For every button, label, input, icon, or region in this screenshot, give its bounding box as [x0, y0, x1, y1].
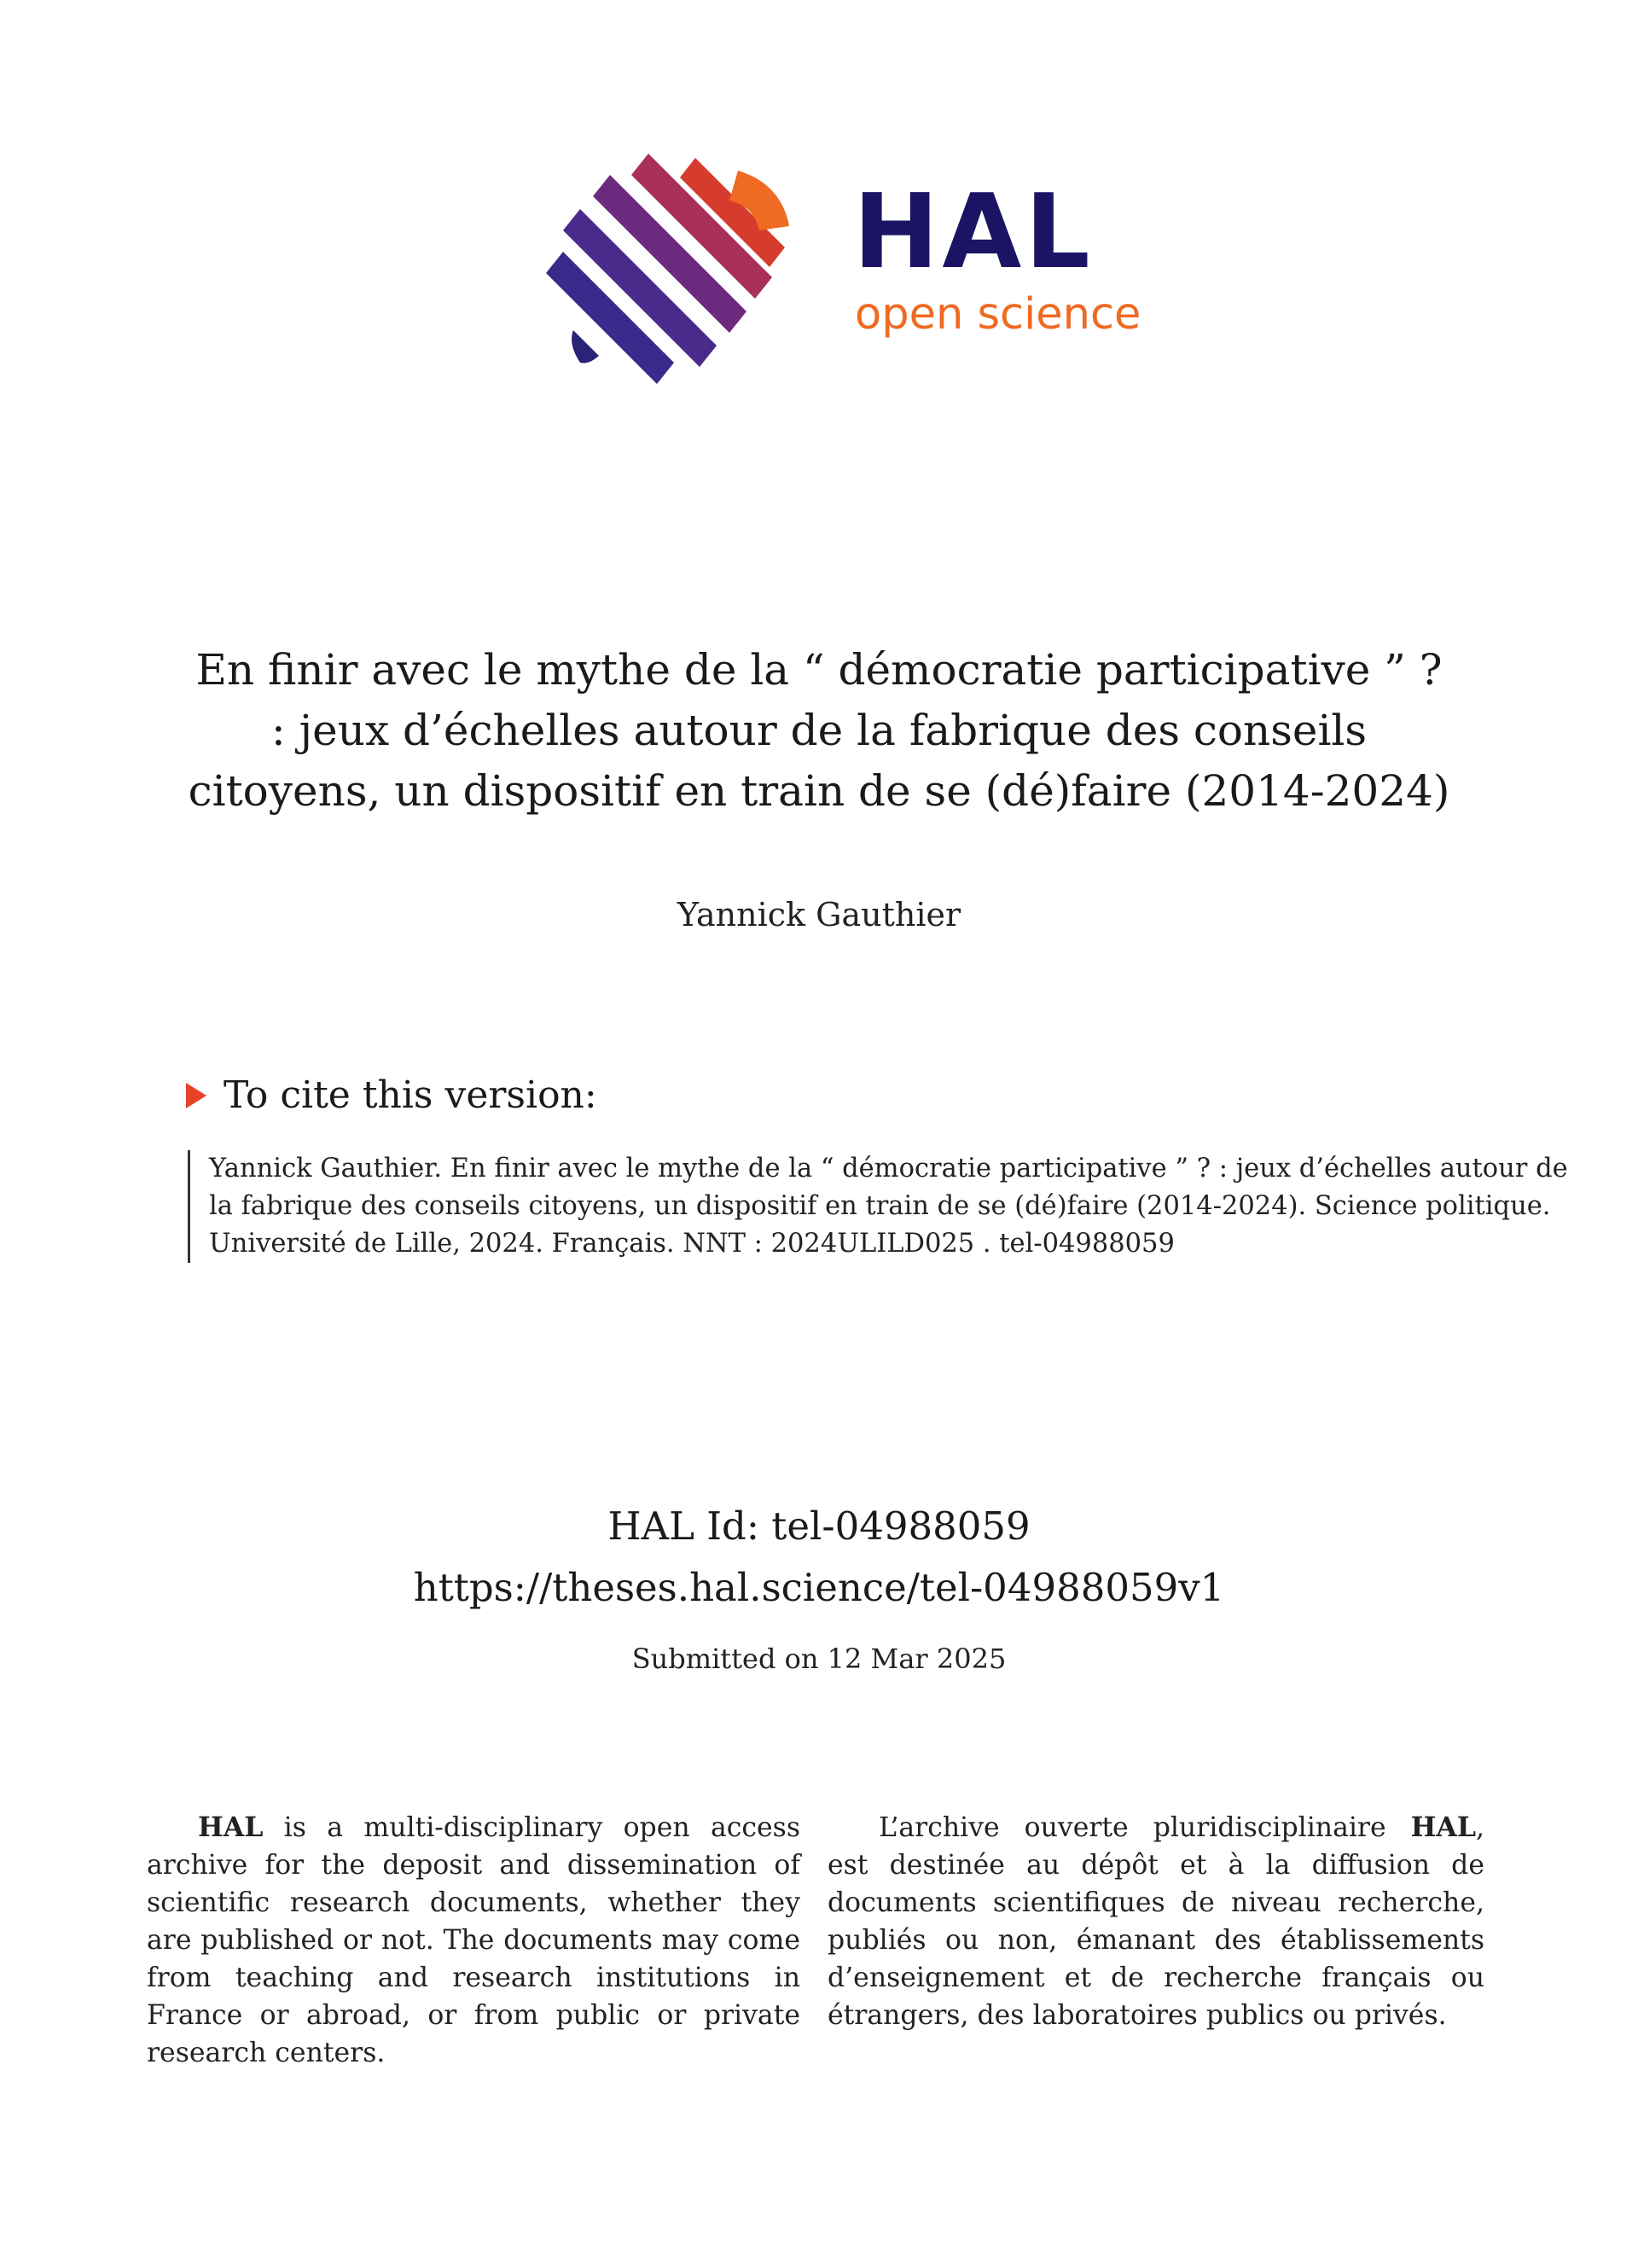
abstract-fr-text-before: L’archive ouverte pluridisciplinaire [879, 1812, 1411, 1843]
cite-heading-label: To cite this version: [224, 1073, 597, 1117]
abstract-french [828, 1809, 1484, 2034]
document-title: En finir avec le mythe de la “ démocratie participative ” ? : jeux d’échelles autour de la fabrique des conseils citoyens, un dispositif en train de se (dé)faire (2014-2024) [188, 645, 1450, 816]
abstract-en-lead: HAL [198, 1811, 264, 1843]
document-author: Yannick Gauthier [677, 896, 961, 933]
hal-tagline: open science [855, 289, 1141, 340]
submission-date: Submitted on 12 Mar 2025 [631, 1643, 1007, 1675]
abstract-fr-text-after: , est destinée au dépôt et à la diffusion de documents scientifiques de niveau recherche, publiés ou non, émanant des établissements d’enseignement et de recherche français ou étrangers, des laboratoires publics ou privés. [828, 1812, 1484, 2031]
abstract-english [147, 1809, 800, 2072]
hal-logo [546, 149, 1194, 405]
abstract-fr-lead: HAL [1410, 1811, 1476, 1843]
hal-wordmark: HAL [853, 173, 1094, 292]
cite-heading [186, 1073, 597, 1117]
abstract-en-text: is a multi-disciplinary open access archive for the deposit and dissemination of scientific research documents, whether they are published or not. The documents may come from teaching and research institutions in France or abroad, or from public or private research centers. [147, 1812, 800, 2068]
citation-text: Yannick Gauthier. En finir avec le mythe de la “ démocratie participative ” ? : jeux d’échelles autour de la fabrique des conseils citoyens, un dispositif en train de se (dé)faire (2014-2024). Science politique. Université de Lille, 2024. Français. NNT : 2024ULILD025 . tel-04988059 [188, 1150, 1574, 1263]
hal-logo-mark-icon [546, 149, 793, 397]
hal-id: HAL Id: tel-04988059 [607, 1503, 1031, 1549]
triangle-bullet-icon [186, 1083, 206, 1108]
hal-url-link[interactable]: https://theses.hal.science/tel-04988059v1 [413, 1565, 1225, 1610]
